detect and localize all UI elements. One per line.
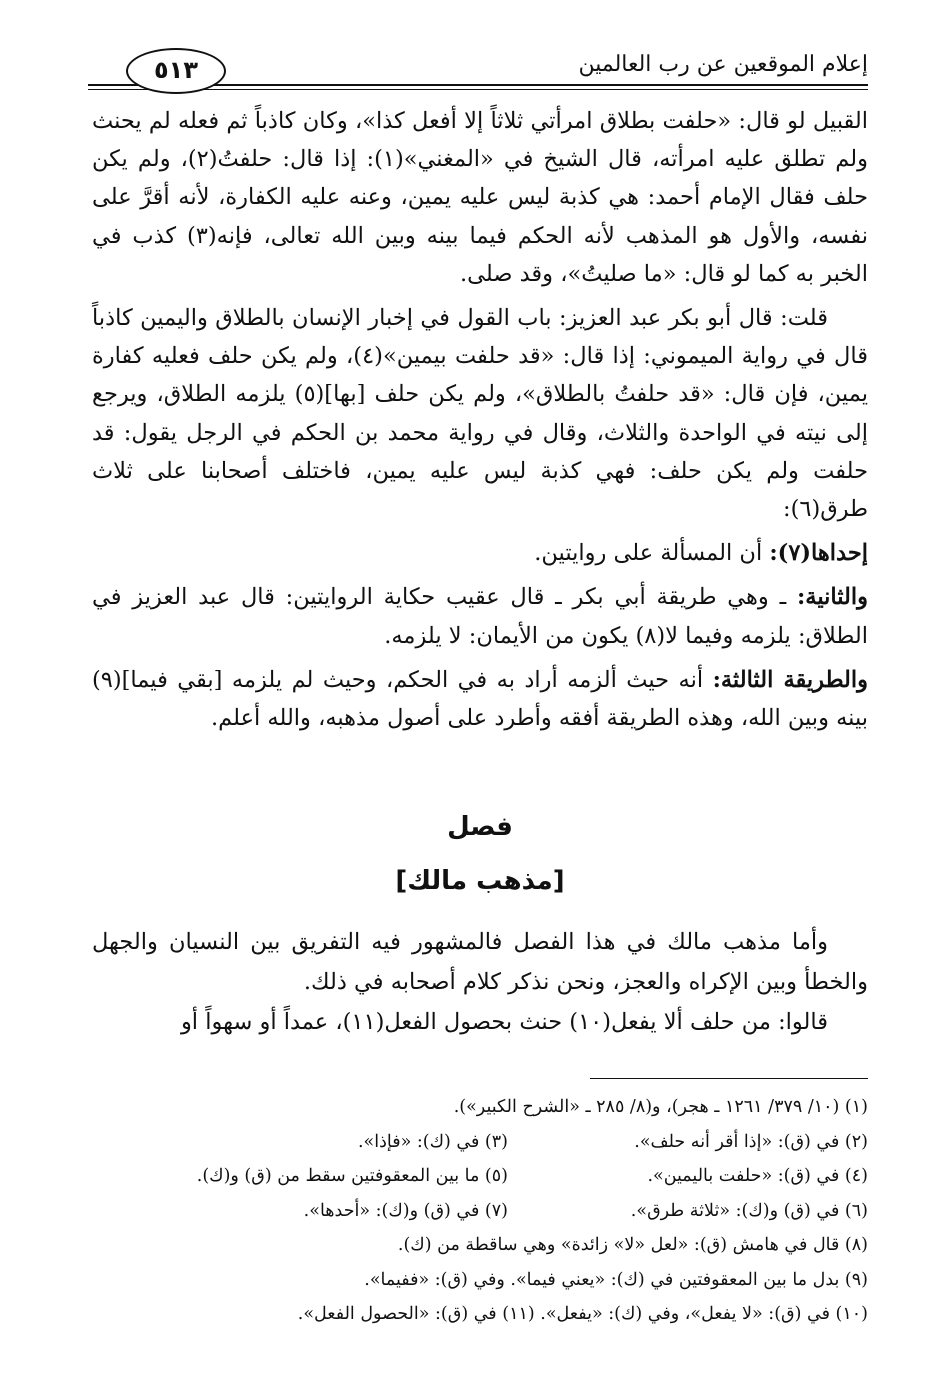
main-text-continued: [92, 922, 868, 1042]
paragraph-3: [92, 534, 868, 572]
footnote-1: (١) (١٠/ ٣٧٩/ ١٢٦١ ـ هجر)، و(٨/ ٢٨٥ ـ «الشرح الكبير»).: [453, 1097, 868, 1117]
section-heading: فصل: [447, 812, 513, 842]
footnote-row: [92, 1125, 868, 1160]
footnote-8: (٨) قال في هامش (ق): «لعل «لا» زائدة» وهي ساقطة من (ك).: [397, 1235, 868, 1255]
footnote-row: [92, 1159, 868, 1194]
paragraph-6: وأما مذهب مالك في هذا الفصل فالمشهور فيه التفريق بين النسيان والجهل والخطأ وبين الإكراه والعجز، ونحن نذكر كلام أصحابه في ذلك.: [92, 929, 868, 995]
footnote-5: (٥) ما بين المعقوفتين سقط من (ق) و(ك).: [196, 1166, 508, 1186]
paragraph-3-text: أن المسألة على روايتين.: [534, 540, 770, 567]
paragraph-4: [92, 578, 868, 654]
footnote-3: (٣) في (ك): «فإذا».: [357, 1131, 508, 1152]
paragraph-5-text: أنه حيث ألزمه أراد به في الحكم، وحيث لم يلزمه [بقي فيما](٩) بينه وبين الله، وهذه الطريقة أفقه وأطرد على أصول مذهبه، والله أعلم.: [92, 666, 868, 732]
paragraph-5: [92, 661, 868, 737]
paragraph-4-text: ـ وهي طريقة أبي بكر ـ قال عقيب حكاية الروايتين: قال عبد العزيز في الطلاق: يلزمه وفيما لا(٨) يكون من الأيمان: لا يلزمه.: [92, 584, 868, 649]
book-title: إعلام الموقعين عن رب العالمين: [578, 52, 868, 77]
paragraph-5-lead: والطريقة الثالثة:: [712, 666, 869, 693]
paragraph-7: قالوا: من حلف ألا يفعل(١٠) حنث بحصول الفعل(١١)، عمداً أو سهواً أو: [180, 1009, 828, 1035]
footnote-6: (٦) في (ق) و(ك): «ثلاثة طرق».: [630, 1200, 868, 1221]
paragraph-2: قلت: قال أبو بكر عبد العزيز: باب القول في إخبار الإنسان بالطلاق واليمين كاذباً قال في رواية الميموني: إذا قال: «قد حلفت بيمين»(٤)، ولم يكن حلف فعليه كفارة يمين، فإن قال: «قد حلفتُ بالطلاق»، ولم يكن حلف [بها](٥) يلزمه الطلاق، ويرجع إلى نيته في الواحدة والثلاث، وقال في رواية محمد بن الحكم في الرجل يقول: قد حلفت ولم يكن حلف: فهي كذبة ليس عليه يمين، فاختلف أصحابنا على ثلاث طرق(٦):: [92, 305, 868, 523]
paragraph-4-lead: والثانية:: [796, 584, 868, 611]
footnote-row: [92, 1194, 868, 1229]
paragraph-3-lead: إحداها(٧):: [769, 540, 868, 567]
footnote-9: (٩) بدل ما بين المعقوفتين في (ك): «يعني فيما». وفي (ق): «ففيما».: [364, 1269, 868, 1290]
footnote-2: (٢) في (ق): «إذا أقر أنه حلف».: [634, 1131, 868, 1152]
page-number-badge: ٥١٣: [126, 48, 226, 94]
main-text: [92, 102, 868, 737]
running-header: [88, 48, 868, 92]
footnote-7: (٧) في (ق) و(ك): «أحدها».: [303, 1200, 508, 1221]
footnote-4: (٤) في (ق): «حلفت باليمين».: [647, 1166, 868, 1186]
footnotes: [92, 1090, 868, 1332]
footnote-separator: [590, 1078, 868, 1079]
footnote-10-11: (١٠) في (ق): «لا يفعل»، وفي (ك): «يفعل». (١١) في (ق): «الحصول الفعل».: [297, 1304, 868, 1324]
section-subheading: [مذهب مالك]: [395, 866, 565, 896]
paragraph-1: القبيل لو قال: «حلفت بطلاق امرأتي ثلاثاً إلا أفعل كذا»، وكان كاذباً ثم فعله لم يحنث ولم تطلق عليه امرأته، قال الشيخ في «المغني»(١): إذا قال: حلفتُ(٢)، ولم يكن حلف فقال الإمام أحمد: هي كذبة ليس عليه يمين، وعنه عليه الكفارة، لأنه أقرَّ على نفسه، والأول هو المذهب لأنه الحكم فيما بينه وبين الله تعالى، فإنه(٣) كذب في الخبر به كما لو قال: «ما صليتُ»، وقد صلى.: [92, 108, 868, 287]
